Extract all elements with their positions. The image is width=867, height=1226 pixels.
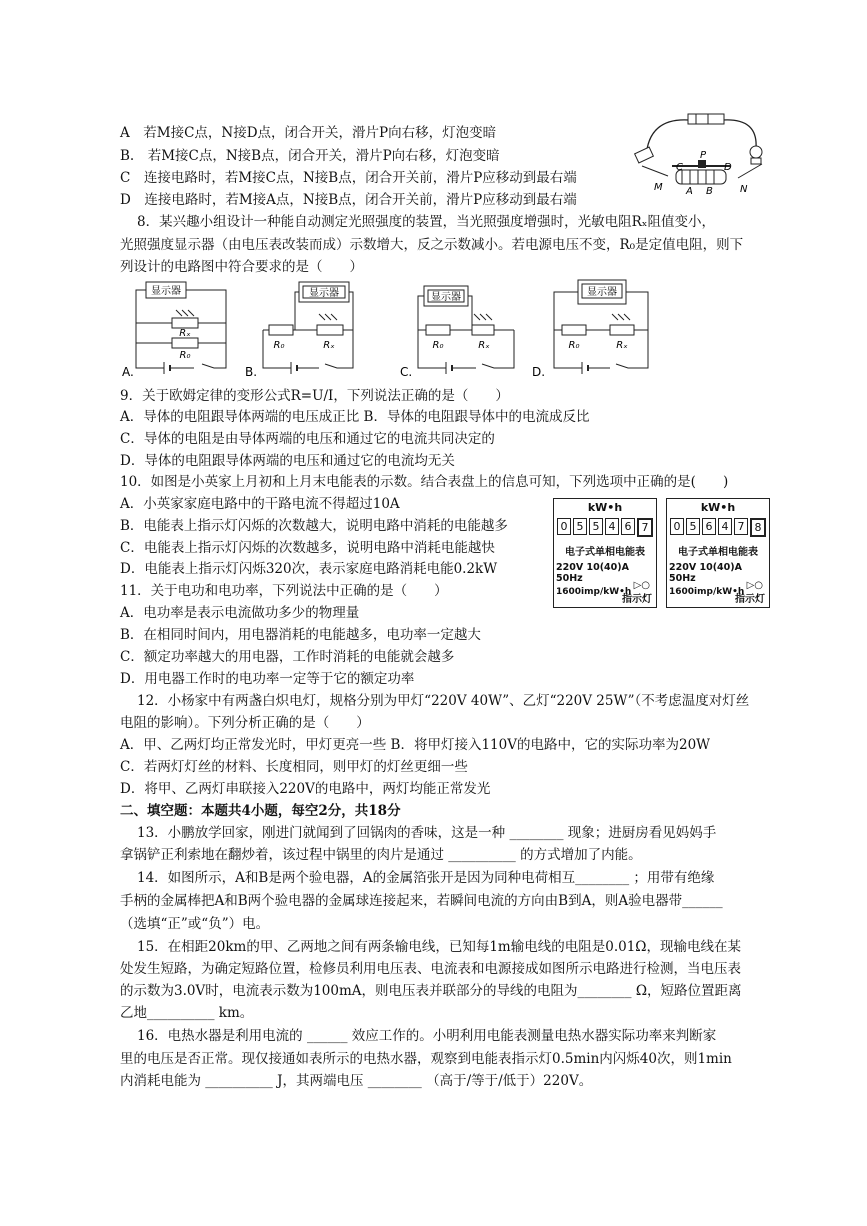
q11-option-d: D．用电器工作时的电功率一定等于它的额定功率 <box>120 671 415 687</box>
meter-unit: kW•h <box>587 501 623 514</box>
q9-stem: 9．关于欧姆定律的变形公式R=U/I，下列说法正确的是（ ） <box>120 388 509 404</box>
r0-label: R₀ <box>273 340 285 351</box>
q9-option-ab: A．导体的电阻跟导体两端的电压成正比 B．导体的电阻跟导体中的电流成反比 <box>120 409 590 425</box>
q13-line-1: 13．小鹏放学回家，刚进门就闻到了回锅肉的香味，这是一种 ________ 现象；进厨房看见妈妈手 <box>137 825 717 841</box>
q16-line-1: 16．电热水器是利用电流的 ______ 效应工作的。小明利用电能表测量电热水器实际功率来判断家 <box>137 1028 717 1044</box>
circuit-c-label: C. <box>400 365 413 379</box>
circuit-c <box>398 278 523 380</box>
terminal-d-label: D <box>724 162 732 173</box>
q14-line-3: （选填“正”或“负”）电。 <box>120 916 270 932</box>
terminal-a-label: A <box>686 186 693 197</box>
circuit-d <box>530 276 660 380</box>
q12-option-c: C．若两灯灯丝的材料、长度相同，则甲灯的灯丝更细一些 <box>120 759 468 775</box>
q8-line-1: 8．某兴趣小组设计一种能自动测定光照强度的装置，当光照强度增强时，光敏电阻Rₓ阻值变小， <box>137 214 715 230</box>
terminal-m-label: M <box>654 182 663 193</box>
q14-line-1: 14．如图所示，A和B是两个验电器，A的金属箔张开是因为同种电荷相互________ ；用带有绝缘 <box>137 870 715 886</box>
q12-line-2: 电阻的影响）。下列分析正确的是（ ） <box>120 715 370 731</box>
q10-option-d: D．电能表上指示灯闪烁320次，表示家庭电路消耗电能0.2kW <box>120 561 498 577</box>
r0-label: R₀ <box>568 340 580 351</box>
q15-line-2: 处发生短路，为确定短路位置，检修员利用电压表、电流表和电源接成如图所示电路进行检测，当电压表 <box>120 961 741 977</box>
rx-label: Rₓ <box>323 340 335 351</box>
indicator-light-icon: ▷○ <box>746 580 763 591</box>
electric-meter-start <box>553 498 657 608</box>
q7-option-c: C 连接电路时，若M接C点，N接B点，闭合开关前，滑片P应移动到最右端 <box>120 170 577 186</box>
q11-option-c: C．额定功率越大的用电器，工作时消耗的电能就会越多 <box>120 649 455 665</box>
q7-option-b: B. 若M接C点，N接B点，闭合开关，滑片P向右移，灯泡变暗 <box>120 148 500 164</box>
display-label: 显示器 <box>431 292 461 303</box>
circuit-a <box>118 278 243 380</box>
q12-line-1: 12．小杨家中有两盏白炽电灯，规格分别为甲灯“220V 40W”、乙灯“220V 25W”（不考虑温度对灯丝 <box>137 693 750 709</box>
meter-digit: 6 <box>621 518 635 535</box>
rheostat-circuit-figure <box>628 108 778 198</box>
meter-digit: 4 <box>718 518 732 535</box>
q13-line-2: 拿锅铲正利索地在翻炒着，该过程中锅里的肉片是通过 __________ 的方式增加了内能。 <box>120 847 642 863</box>
q10-option-c: C．电能表上指示灯闪烁的次数越多，说明电路中消耗电能越快 <box>120 540 495 556</box>
meter-digit: 6 <box>702 518 716 535</box>
display-label: 显示器 <box>587 287 617 298</box>
q8-line-2: 光照强度显示器（由电压表改装而成）示数增大，反之示数减小。若电源电压不变，R₀是定值电阻，则下 <box>120 237 744 253</box>
r0-label: R₀ <box>432 340 444 351</box>
circuit-b-label: B. <box>245 365 258 379</box>
q12-option-ab: A．甲、乙两灯均正常发光时，甲灯更亮一些 B．将甲灯接入110V的电路中，它的实际功率为20W <box>120 737 711 753</box>
q15-line-4: 乙地__________ km。 <box>120 1005 254 1021</box>
meter-digit: 5 <box>686 518 700 535</box>
meter-spec: 220V 10(40)A 50Hz <box>556 562 629 584</box>
meter-name: 电子式单相电能表 <box>678 547 758 558</box>
meter-constant: 1600imp/kW•h <box>669 587 745 597</box>
meter-digit: 0 <box>670 518 684 535</box>
q11-stem: 11．关于电功和电功率，下列说法中正确的是（ ） <box>120 583 448 599</box>
terminal-p-label: P <box>700 150 707 161</box>
q7-option-a: A 若M接C点，N接D点，闭合开关，滑片P向右移，灯泡变暗 <box>120 125 497 141</box>
q11-option-a: A．电功率是表示电流做功多少的物理量 <box>120 605 360 621</box>
meter-unit: kW•h <box>700 501 736 514</box>
indicator-light-icon: ▷○ <box>633 580 650 591</box>
q7-option-d: D 连接电路时，若M接A点，N接B点，闭合开关前，滑片P应移动到最右端 <box>120 192 577 208</box>
q10-stem: 10．如图是小英家上月初和上月末电能表的示数。结合表盘上的信息可知，下列选项中正确的是( ) <box>120 474 729 490</box>
meter-digit: 4 <box>605 518 619 535</box>
q15-line-1: 15．在相距20km的甲、乙两地之间有两条输电线，已知每1m输电线的电阻是0.01Ω，现输电线在某 <box>137 939 741 955</box>
rx-label: Rₓ <box>616 340 628 351</box>
q10-option-b: B．电能表上指示灯闪烁的次数越大，说明电路中消耗的电能越多 <box>120 518 508 534</box>
terminal-b-label: B <box>706 186 713 197</box>
meter-digit: 7 <box>734 518 748 535</box>
electric-meter-end <box>666 498 770 608</box>
indicator-label: 指示灯 <box>735 594 765 605</box>
q16-line-2: 里的电压是否正常。现仅接通如表所示的电热水器，观察到电能表指示灯0.5min内闪烁40次，则1min <box>120 1051 732 1067</box>
meter-digit-decimal: 8 <box>750 518 766 537</box>
meter-reading <box>554 518 656 537</box>
circuit-b <box>245 278 370 380</box>
rx-label: Rₓ <box>478 340 490 351</box>
q9-option-c: C．导体的电阻是由导体两端的电压和通过它的电流共同决定的 <box>120 431 495 447</box>
section-heading: 二、填空题：本题共4小题，每空2分，共18分 <box>120 803 401 819</box>
meter-name: 电子式单相电能表 <box>565 547 645 558</box>
q9-option-d: D．导体的电阻跟导体两端的电压和通过它的电流均无关 <box>120 453 455 469</box>
circuit-a-label: A. <box>122 365 134 379</box>
q8-line-3: 列设计的电路图中符合要求的是（ ） <box>120 259 363 275</box>
meter-digit: 5 <box>573 518 587 535</box>
q11-option-b: B．在相同时间内，用电器消耗的电能越多，电功率一定越大 <box>120 627 481 643</box>
display-label: 显示器 <box>151 286 181 297</box>
meter-digit: 5 <box>589 518 603 535</box>
q14-line-2: 手柄的金属棒把A和B两个验电器的金属球连接起来，若瞬间电流的方向由B到A，则A验电器带______ <box>120 893 723 909</box>
q12-option-d: D．将甲、乙两灯串联接入220V的电路中，两灯均能正常发光 <box>120 781 491 797</box>
circuit-d-label: D. <box>532 365 546 379</box>
q15-line-3: 的示数为3.0V时，电流表示数为100mA，则电压表并联部分的导线的电阻为________ Ω，短路位置距离 <box>120 983 742 999</box>
r0-label: R₀ <box>179 350 191 361</box>
meter-spec: 220V 10(40)A 50Hz <box>669 562 742 584</box>
meter-digit: 0 <box>557 518 571 535</box>
terminal-c-label: C <box>676 162 683 173</box>
indicator-label: 指示灯 <box>622 594 652 605</box>
meter-reading <box>667 518 769 537</box>
q10-option-a: A．小英家家庭电路中的干路电流不得超过10A <box>120 496 400 512</box>
meter-constant: 1600imp/kW•h <box>556 587 632 597</box>
q16-line-3: 内消耗电能为 __________ J，其两端电压 ________ （高于/等于/低于）220V。 <box>120 1073 593 1089</box>
display-label: 显示器 <box>309 288 339 299</box>
meter-digit-decimal: 7 <box>637 518 653 537</box>
rx-label: Rₓ <box>179 328 191 339</box>
terminal-n-label: N <box>740 184 748 195</box>
